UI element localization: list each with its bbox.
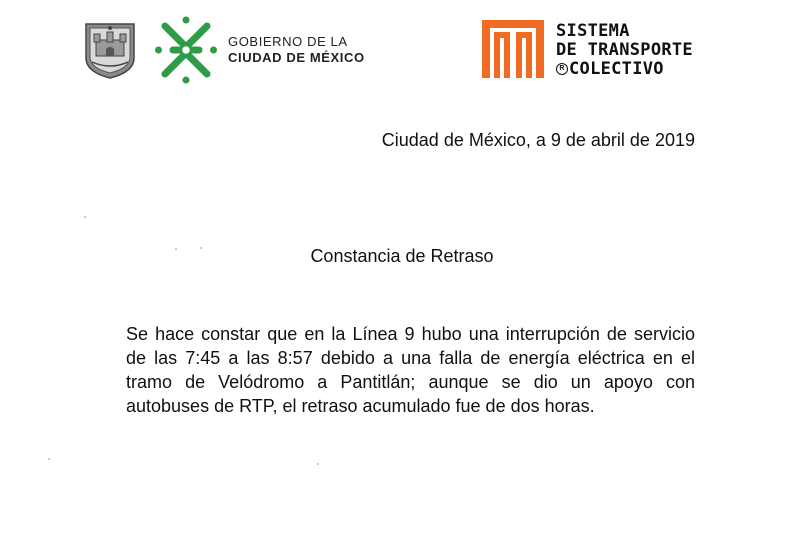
government-line-2: CIUDAD DE MÉXICO xyxy=(228,50,365,65)
scan-speck xyxy=(200,247,202,249)
letterhead xyxy=(0,0,804,100)
registered-mark-icon: R xyxy=(556,63,568,75)
government-line-1: GOBIERNO DE LA xyxy=(228,34,348,49)
coat-of-arms-icon xyxy=(80,20,140,80)
stc-line-2: DE TRANSPORTE xyxy=(556,40,693,60)
scan-speck xyxy=(317,463,319,465)
stc-line-3-text: COLECTIVO xyxy=(569,59,664,79)
document-title: Constancia de Retraso xyxy=(310,246,494,266)
letter-date: Ciudad de México, a 9 de abril de 2019 xyxy=(381,130,695,150)
letter-body: Se hace constar que en la Línea 9 hubo una interrupción de servicio de las 7:45 a las 8:57 debido a una falla de energía eléctrica en el tramo de Velódromo a Pantitlán; aunque se dio un apoyo con autobuses de RTP, el retraso acumulado fue de dos horas. xyxy=(126,324,695,416)
government-wordmark xyxy=(228,34,365,66)
scan-speck xyxy=(84,216,86,218)
scan-speck xyxy=(48,458,50,460)
metro-logo-icon xyxy=(482,20,544,78)
stc-wordmark xyxy=(556,22,693,79)
scan-speck xyxy=(175,248,177,250)
stc-line-1: SISTEMA xyxy=(556,21,630,41)
cdmx-emblem-icon xyxy=(155,16,217,84)
stc-line-3 xyxy=(556,60,693,79)
